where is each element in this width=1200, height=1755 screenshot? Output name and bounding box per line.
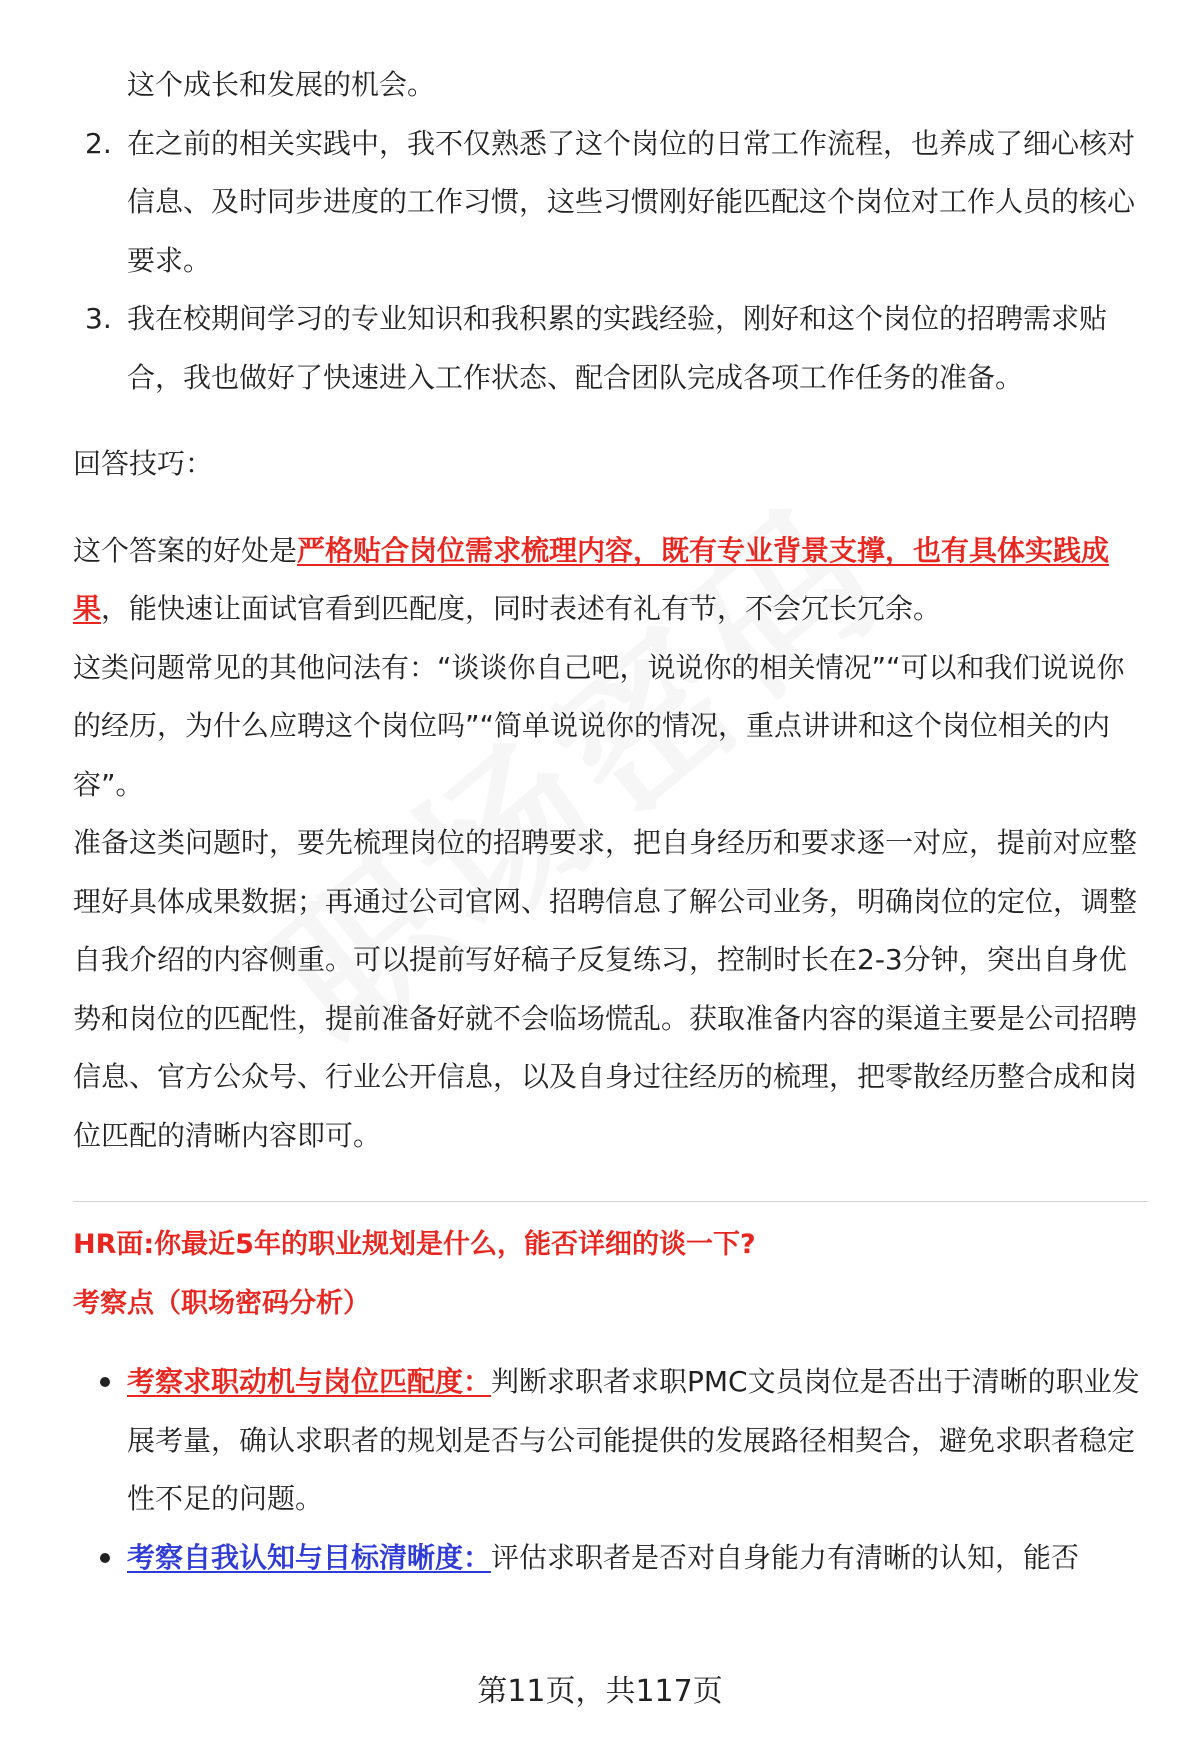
question-subtitle: 考察点（职场密码分析） — [73, 1287, 370, 1319]
page-number: 第11页，共117页 — [477, 1674, 723, 1709]
page-content — [73, 56, 1148, 1587]
list-item — [73, 290, 1148, 407]
numbered-list — [73, 56, 1148, 407]
tips-p1-prefix: 这个答案的好处是 — [73, 533, 298, 567]
tips-label: 回答技巧： — [73, 447, 214, 480]
bullet-text: 判断求职者求职PMC文员岗位是否出于清晰的职业发展考量，确认求职者的规划是否与公司能提供的发展路径相契合，避免求职者稳定性不足的问题。 — [127, 1365, 1140, 1515]
section-divider — [73, 1201, 1148, 1202]
tips-p1-suffix: ，能快速让面试官看到匹配度，同时表述有礼有节，不会冗长冗余。 — [101, 592, 942, 625]
list-item-text: 在之前的相关实践中，我不仅熟悉了这个岗位的日常工作流程，也养成了细心核对信息、及时同步进度的工作习惯，这些习惯刚好能匹配这个岗位对工作人员的核心要求。 — [127, 126, 1136, 277]
bullet-term: 考察自我认知与目标清晰度： — [127, 1540, 492, 1574]
list-number: 2. — [85, 126, 112, 160]
question-title: HR面:你最近5年的职业规划是什么，能否详细的谈一下? — [73, 1229, 756, 1260]
bullet-list — [73, 1353, 1148, 1587]
bullet-text: 评估求职者是否对自身能力有清晰的认知，能否 — [491, 1540, 1080, 1574]
bullet-dot-icon — [100, 1553, 110, 1563]
tips-paragraph-1 — [73, 522, 1148, 639]
list-item-text: 这个成长和发展的机会。 — [127, 68, 436, 101]
bullet-item — [73, 1353, 1148, 1529]
tips-paragraph-2: 这类问题常见的其他问法有：“谈谈你自己吧，说说你的相关情况”“可以和我们说说你的经历，为什么应聘这个岗位吗”“简单说说你的情况，重点讲讲和这个岗位相关的内容”。 — [73, 650, 1125, 801]
list-item-text: 我在校期间学习的专业知识和我积累的实践经验，刚好和这个岗位的招聘需求贴合，我也做好了快速进入工作状态、配合团队完成各项工作任务的准备。 — [127, 302, 1108, 394]
tips-p1-highlight: 严格贴合岗位需求梳理内容，既有专业背景支撑，也有具体实践成果 — [73, 533, 1110, 625]
bullet-term: 考察求职动机与岗位匹配度： — [127, 1365, 492, 1398]
bullet-dot-icon — [100, 1377, 110, 1387]
bullet-item — [73, 1529, 1148, 1588]
list-item — [73, 115, 1148, 291]
list-item — [73, 56, 1148, 115]
list-number: 3. — [85, 302, 112, 335]
tips-paragraph-3: 准备这类问题时，要先梳理岗位的招聘要求，把自身经历和要求逐一对应，提前对应整理好具体成果数据；再通过公司官网、招聘信息了解公司业务，明确岗位的定位，调整自我介绍的内容侧重。可以提前写好稿子反复练习，控制时长在2-3分钟，突出自身优势和岗位的匹配性，提前准备好就不会临场慌乱。获取准备内容的渠道主要是公司招聘信息、官方公众号、行业公开信息，以及自身过往经历的梳理，把零散经历整合成和岗位匹配的清晰内容即可。 — [73, 826, 1138, 1152]
